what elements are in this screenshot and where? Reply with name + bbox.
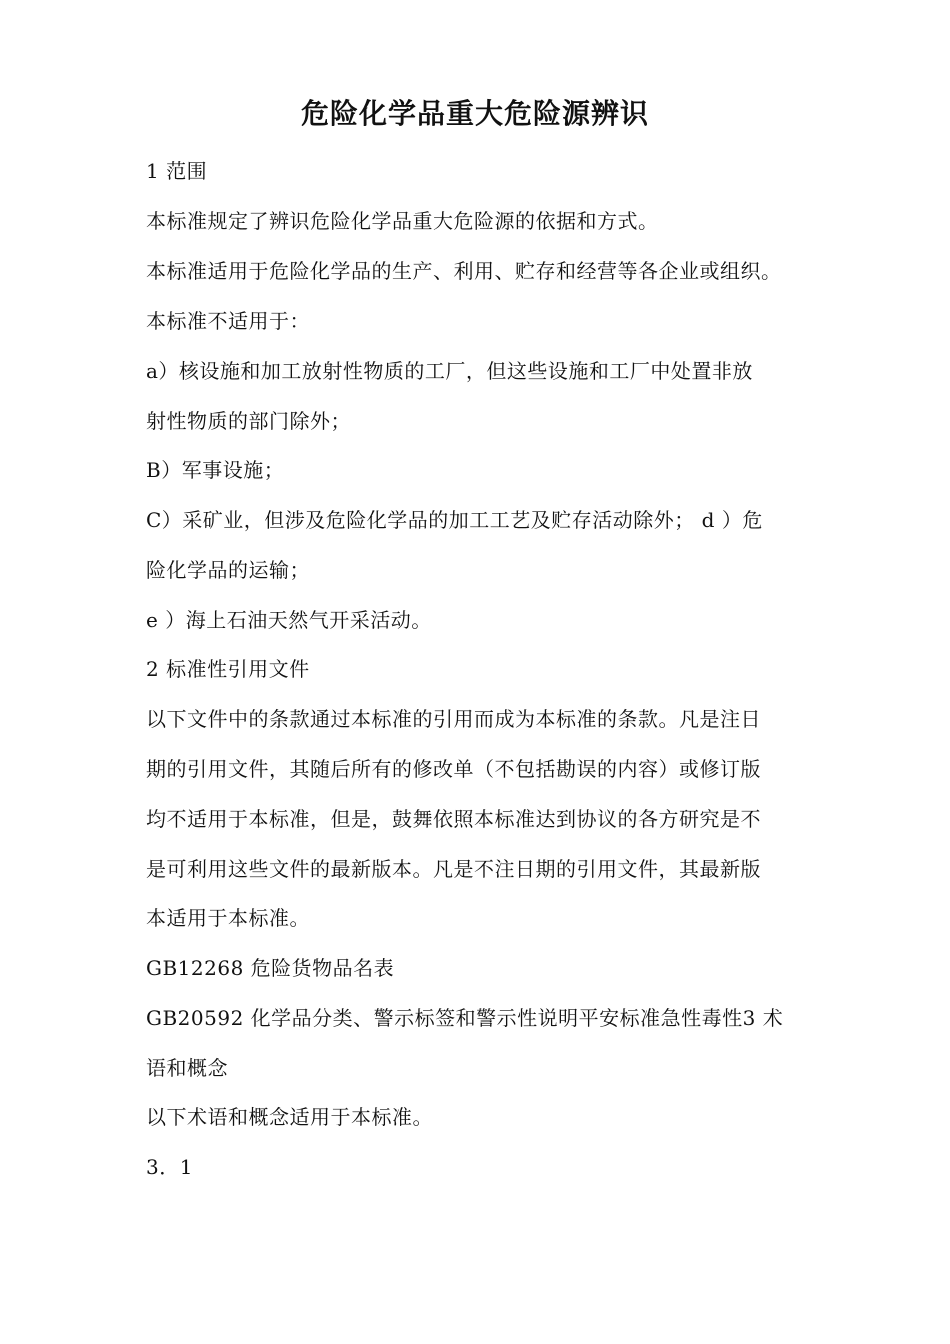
section-heading-scope: 1 范围 bbox=[146, 159, 208, 183]
list-item-e: e ）海上石油天然气开采活动。 bbox=[146, 608, 432, 632]
document-title: 危险化学品重大危险源辨识 bbox=[300, 97, 649, 130]
list-item-b: B）军事设施； bbox=[146, 458, 285, 482]
list-item-a-continued: 射性物质的部门除外； bbox=[146, 409, 351, 433]
list-item-c-d: C）采矿业，但涉及危险化学品的加工工艺及贮存活动除外； d ）危 bbox=[146, 508, 763, 532]
paragraph-line: 均不适用于本标准，但是，鼓舞依照本标准达到协议的各方研究是不 bbox=[146, 807, 761, 831]
paragraph-line: 本标准不适用于： bbox=[146, 309, 310, 333]
section-heading-terms: 语和概念 bbox=[146, 1056, 228, 1080]
section-heading-references: 2 标准性引用文件 bbox=[146, 657, 310, 681]
list-item-d-continued: 险化学品的运输； bbox=[146, 558, 310, 582]
paragraph-line: 本适用于本标准。 bbox=[146, 906, 310, 930]
paragraph-line: 本标准规定了辨识危险化学品重大危险源的依据和方式。 bbox=[146, 209, 659, 233]
paragraph-line: 以下文件中的条款通过本标准的引用而成为本标准的条款。凡是注日 bbox=[146, 707, 761, 731]
list-item-a: a）核设施和加工放射性物质的工厂，但这些设施和工厂中处置非放 bbox=[146, 359, 753, 383]
clause-number: 3．1 bbox=[146, 1155, 193, 1179]
paragraph-line: 期的引用文件，其随后所有的修改单（不包括勘误的内容）或修订版 bbox=[146, 757, 761, 781]
reference-item: GB12268 危险货物品名表 bbox=[146, 956, 395, 980]
paragraph-line: 以下术语和概念适用于本标准。 bbox=[146, 1105, 433, 1129]
reference-item: GB20592 化学品分类、警示标签和警示性说明平安标准急性毒性3 术 bbox=[146, 1006, 784, 1030]
paragraph-line: 本标准适用于危险化学品的生产、利用、贮存和经营等各企业或组织。 bbox=[146, 259, 782, 283]
paragraph-line: 是可利用这些文件的最新版本。凡是不注日期的引用文件，其最新版 bbox=[146, 857, 761, 881]
